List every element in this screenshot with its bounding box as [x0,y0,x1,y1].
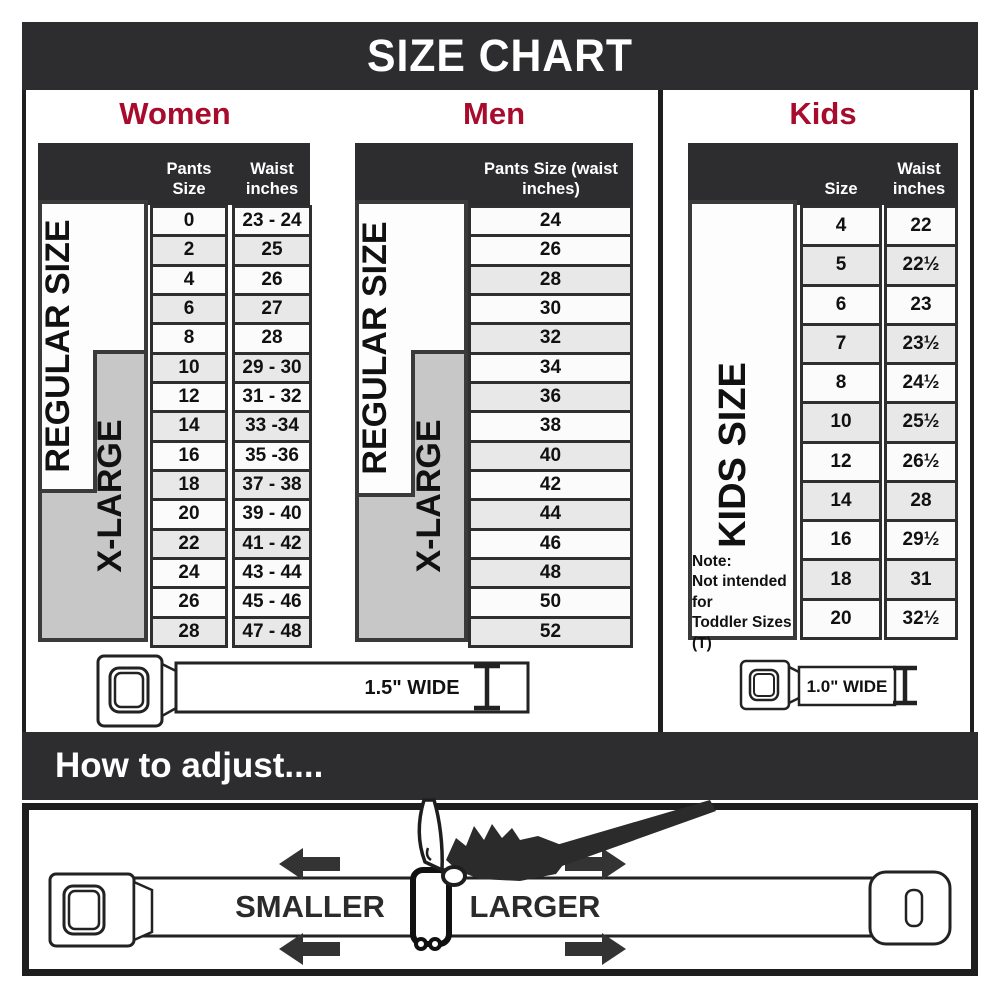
belt-tip [870,872,950,944]
table-cell: 5 [800,244,882,286]
kids-size-label: KIDS SIZE [712,362,754,548]
table-cell: 25½ [884,401,958,443]
table-cell: 44 [468,498,633,530]
table-cell: 4 [800,205,882,247]
kids-belt-illustration [735,655,935,715]
table-cell: 23 - 24 [232,205,312,237]
men-pants-size-header: Pants Size (waist inches) [484,159,618,198]
table-cell: 2 [150,234,228,266]
table-cell: 46 [468,528,633,560]
kids-size-header: Size [824,179,858,198]
table-cell: 22 [150,528,228,560]
table-cell: 10 [800,401,882,443]
table-cell: 8 [150,322,228,354]
kids-note-line: Note: [692,553,732,570]
size-chart-title [22,22,978,90]
women-waist-header: Waist inches [245,159,299,198]
table-cell: 39 - 40 [232,498,312,530]
section-divider [658,90,663,732]
kids-waist-header: Waist inches [892,159,946,198]
table-cell: 45 - 46 [232,586,312,618]
table-cell: 33 -34 [232,410,312,442]
table-cell: 6 [800,284,882,326]
women-pants-size-header: Pants Size [166,159,212,198]
table-cell: 0 [150,205,228,237]
table-cell: 27 [232,293,312,325]
table-cell: 18 [150,469,228,501]
table-cell: 25 [232,234,312,266]
table-cell: 37 - 38 [232,469,312,501]
table-cell: 31 [884,558,958,600]
men-size-range-labels [355,200,468,642]
table-cell: 28 [884,480,958,522]
table-cell: 8 [800,362,882,404]
table-cell: 22½ [884,244,958,286]
table-cell: 42 [468,469,633,501]
table-cell: 18 [800,558,882,600]
table-cell: 20 [800,598,882,640]
belt-buckle-icon [741,661,801,709]
panel-border-right [970,90,974,732]
kids-heading: Kids [789,96,857,131]
men-table-header [355,143,633,205]
table-cell: 14 [800,480,882,522]
table-cell: 43 - 44 [232,557,312,589]
kids-note-line: Not intended for [692,573,787,611]
size-chart-title-text: SIZE CHART [367,30,633,81]
table-cell: 38 [468,410,633,442]
table-cell: 4 [150,264,228,296]
kids-belt-width-label: 1.0" WIDE [806,677,888,696]
kids-note-line: Toddler Sizes (T) [692,614,792,652]
table-cell: 32½ [884,598,958,640]
women-xlarge-label: X-LARGE [91,419,129,573]
men-size-column [468,205,633,648]
table-cell: 34 [468,352,633,384]
table-cell: 29½ [884,519,958,561]
adjust-illustration [22,786,978,986]
table-cell: 24½ [884,362,958,404]
kids-waist-column [884,205,958,640]
table-cell: 28 [150,616,228,648]
women-size-column [150,205,228,648]
kids-note [692,552,798,654]
table-cell: 14 [150,410,228,442]
table-cell: 29 - 30 [232,352,312,384]
smaller-label: SMALLER [235,889,385,924]
belt-buckle-icon [50,874,152,946]
table-cell: 41 - 42 [232,528,312,560]
kids-size-column [800,205,882,640]
table-cell: 28 [468,264,633,296]
table-cell: 7 [800,323,882,365]
table-cell: 30 [468,293,633,325]
table-cell: 26 [150,586,228,618]
table-cell: 47 - 48 [232,616,312,648]
table-cell: 48 [468,557,633,589]
men-regular-size-label: REGULAR SIZE [356,221,394,475]
table-cell: 26½ [884,441,958,483]
belt-buckle-icon [98,656,178,726]
men-xlarge-label: X-LARGE [410,419,448,573]
table-cell: 28 [232,322,312,354]
table-cell: 26 [232,264,312,296]
table-cell: 31 - 32 [232,381,312,413]
belt-strap [176,663,528,712]
table-cell: 36 [468,381,633,413]
table-cell: 23 [884,284,958,326]
women-waist-column [232,205,312,648]
table-cell: 35 -36 [232,440,312,472]
table-cell: 50 [468,586,633,618]
table-cell: 22 [884,205,958,247]
table-cell: 20 [150,498,228,530]
table-cell: 10 [150,352,228,384]
women-table-header [38,143,310,205]
table-cell: 32 [468,322,633,354]
table-cell: 16 [150,440,228,472]
women-size-range-labels [38,200,148,642]
table-cell: 16 [800,519,882,561]
table-cell: 24 [468,205,633,237]
women-regular-size-label: REGULAR SIZE [39,219,77,473]
table-cell: 12 [150,381,228,413]
adult-belt-width-label: 1.5" WIDE [364,677,460,699]
table-cell: 12 [800,441,882,483]
adjust-heading-text: How to adjust.... [55,746,324,785]
table-cell: 24 [150,557,228,589]
table-cell: 23½ [884,323,958,365]
men-heading: Men [463,96,525,131]
table-cell: 52 [468,616,633,648]
measure-mark-icon [893,667,917,704]
table-cell: 6 [150,293,228,325]
women-heading: Women [119,96,231,131]
table-cell: 40 [468,440,633,472]
larger-label: LARGER [469,889,601,924]
kids-table-header [688,143,958,205]
table-cell: 26 [468,234,633,266]
panel-border-left [22,90,26,732]
adult-belt-illustration [90,650,535,735]
